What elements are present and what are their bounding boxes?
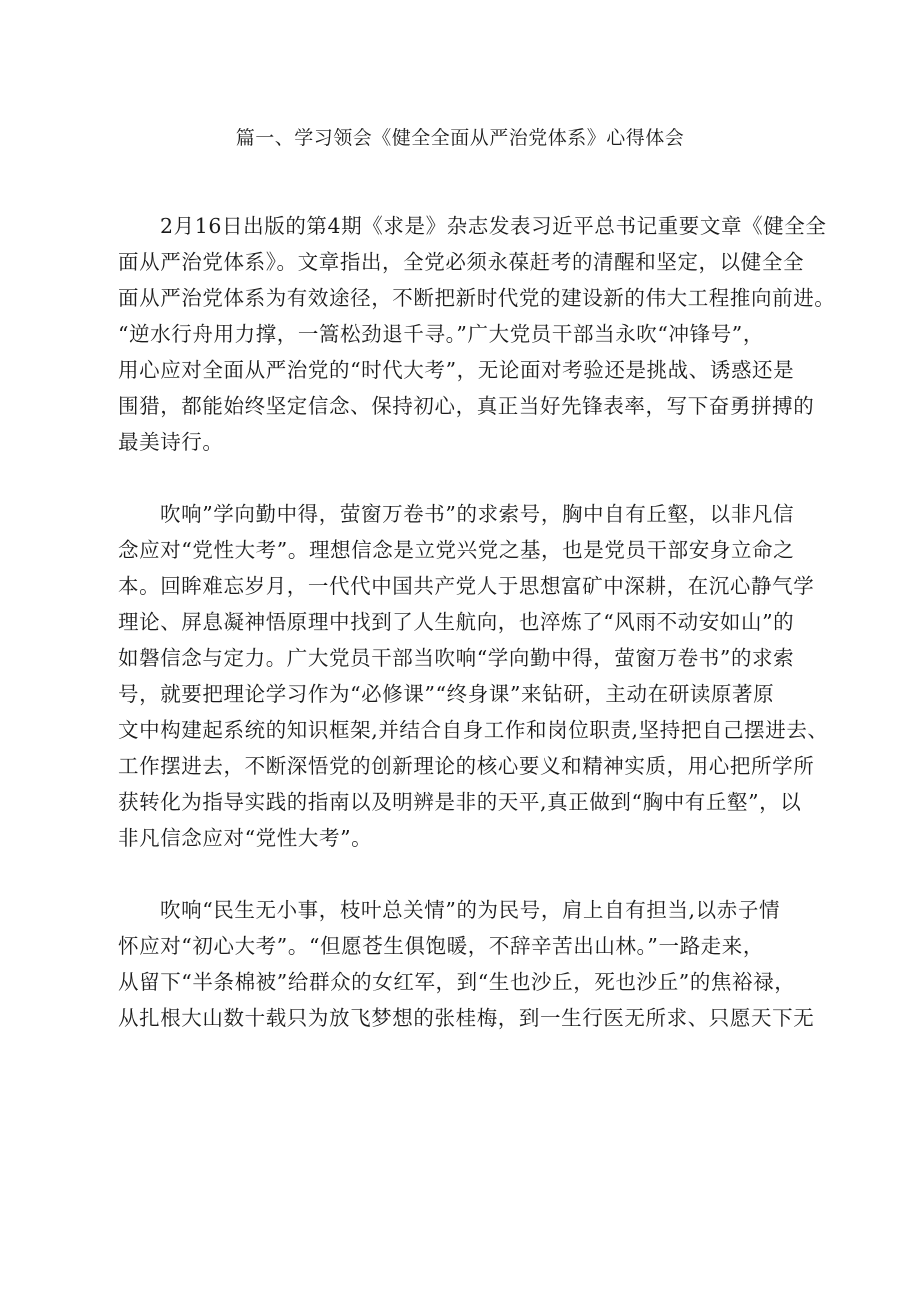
paragraph-line: 面从严治党体系》。文章指出，全党必须永葆赶考的清醒和坚定，以健全全 xyxy=(118,250,805,274)
paragraph-line: 吹响”学向勤中得，萤窗万卷书”的求索号，胸中自有丘壑，以非凡信 xyxy=(160,502,795,526)
paragraph-line: 从扎根大山数十载只为放飞梦想的张桂梅，到一生行医无所求、只愿天下无 xyxy=(118,1006,815,1030)
paragraph-line: 面从严治党体系为有效途径，不断把新时代党的建设新的伟大工程推向前进。 xyxy=(118,286,836,310)
paragraph-line: 号，就要把理论学习作为“必修课”“终身课”来钻研，主动在研读原著原 xyxy=(118,682,775,706)
paragraph-line: 最美诗行。 xyxy=(118,430,224,454)
paragraph-line: 从留下“半条棉被”给群众的女红军，到“生也沙丘，死也沙丘”的焦裕禄， xyxy=(118,970,796,994)
paragraph-line: 念应对“党性大考”。理想信念是立党兴党之基，也是党员干部安身立命之 xyxy=(118,538,795,562)
paragraph-line: 理论、屏息凝神悟原理中找到了人生航向，也淬炼了“风雨不动安如山”的 xyxy=(118,610,795,634)
paragraph-line: 文中构建起系统的知识框架,并结合自身工作和岗位职责,坚持把自己摆进去、 xyxy=(118,718,829,742)
paragraph-line: 吹响“民生无小事，枝叶总关情”的为民号，肩上自有担当,以赤子情 xyxy=(160,898,781,922)
paragraph-line: 获转化为指导实践的指南以及明辨是非的天平,真正做到“胸中有丘壑”，以 xyxy=(118,790,802,814)
paragraph-line: 用心应对全面从严治党的“时代大考”，无论面对考验还是挑战、诱惑还是 xyxy=(118,358,795,382)
paragraph-line: 围猎，都能始终坚定信念、保持初心，真正当好先锋表率，写下奋勇拼搏的 xyxy=(118,394,815,418)
paragraph-line: 本。回眸难忘岁月，一代代中国共产党人于思想富矿中深耕，在沉心静气学 xyxy=(118,574,815,598)
paragraph-line: 怀应对“初心大考”。“但愿苍生俱饱暖，不辞辛苦出山林。”一路走来， xyxy=(118,934,764,958)
paragraph-line: “逆水行舟用力撑，一篙松劲退千寻。”广大党员干部当永吹“冲锋号”， xyxy=(118,322,764,346)
paragraph-line: 如磐信念与定力。广大党员干部当吹响“学向勤中得，萤窗万卷书”的求索 xyxy=(118,646,795,670)
paragraph-line: 工作摆进去，不断深悟党的创新理论的核心要义和精神实质，用心把所学所 xyxy=(118,754,815,778)
paragraph-line: 非凡信念应对“党性大考”。 xyxy=(118,826,373,850)
paragraph-line: 2月16日出版的第4期《求是》杂志发表习近平总书记重要文章《健全全 xyxy=(160,214,827,238)
document-title: 篇一、学习领会《健全全面从严治党体系》心得体会 xyxy=(235,127,685,149)
